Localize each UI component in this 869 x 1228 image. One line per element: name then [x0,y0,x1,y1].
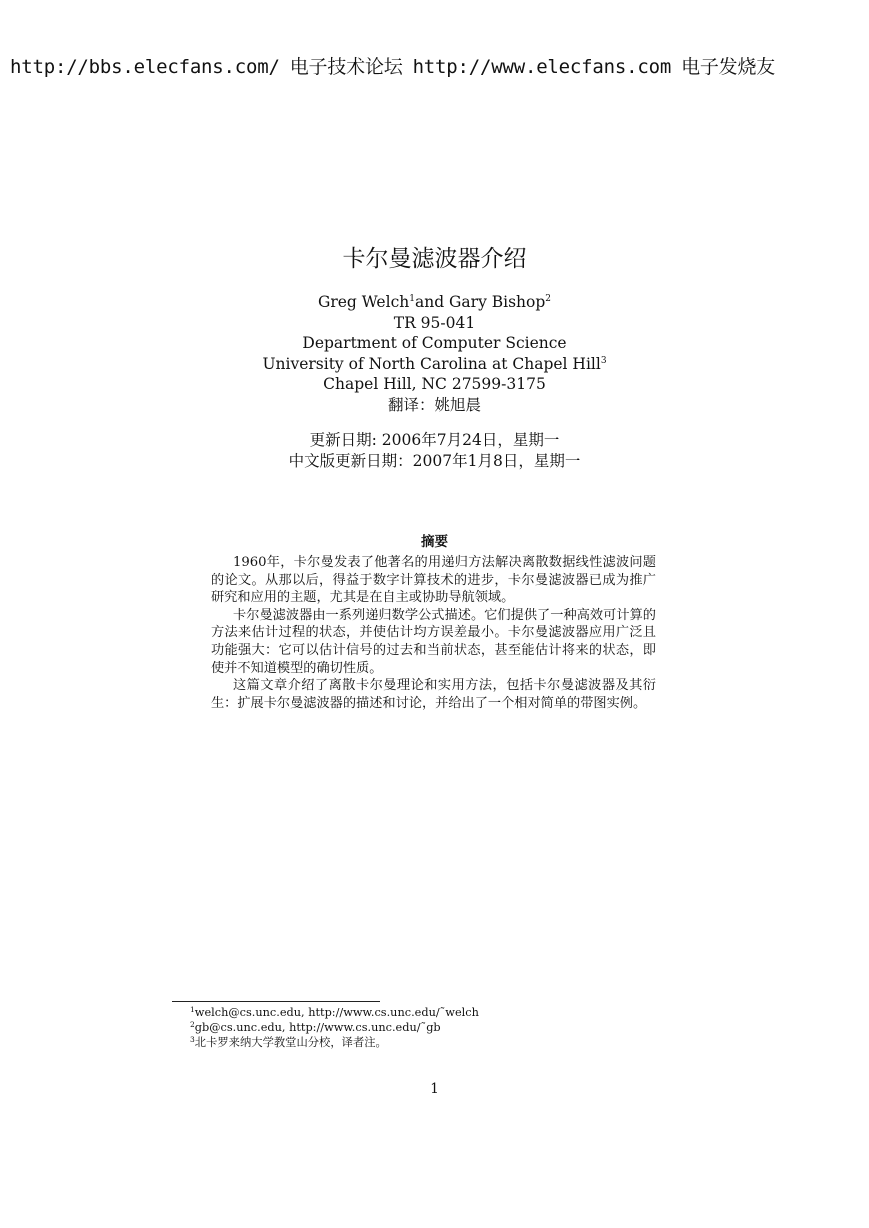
site-header [10,52,860,79]
university: University of North Carolina at Chapel Hill [262,354,601,373]
author-welch: Greg Welch [317,293,410,311]
author-bishop: and Gary Bishop [414,293,546,311]
author-block [0,292,869,415]
footnote-mark: 2 [190,1020,195,1029]
site-name: 电子发烧友 [681,56,776,78]
translator: 翻译：姚旭晨 [387,395,481,414]
footnote [190,1035,479,1050]
footnote-mark: 3 [190,1035,195,1044]
footnote-mark-1: 1 [409,294,415,304]
update-date: 更新日期: 2006年7月24日，星期一 [309,431,560,449]
author-line [0,292,869,313]
footnotes [190,1005,479,1050]
footnote-mark: 1 [190,1005,195,1014]
footnote [190,1020,479,1035]
footnote-divider [172,1001,380,1002]
address: Chapel Hill, NC 27599-3175 [323,375,546,393]
footnote-mark-2: 2 [545,294,552,304]
site-url-link[interactable]: http://www.elecfans.com [412,56,672,78]
cn-update-date: 中文版更新日期：2007年1月8日，星期一 [288,451,581,470]
abstract-body [211,554,656,712]
abstract-paragraph: 卡尔曼滤波器由一系列递归数学公式描述。它们提供了一种高效可计算的方法来估计过程的状态，并使估计均方误差最小。卡尔曼滤波器应用广泛且功能强大：它可以估计信号的过去和当前状态，甚至能估计将来的状态，即使并不知道模型的确切性质。 [211,607,656,676]
abstract-paragraph: 这篇文章介绍了离散卡尔曼理论和实用方法，包括卡尔曼滤波器及其衍生：扩展卡尔曼滤波器的描述和讨论，并给出了一个相对简单的带图实例。 [211,678,656,711]
footnote-text: 北卡罗来纳大学教堂山分校，译者注。 [194,1036,387,1049]
forum-url-link[interactable]: http://bbs.elecfans.com/ [10,56,280,78]
university-line [0,354,869,375]
report-number: TR 95-041 [393,313,476,332]
date-block [0,430,869,471]
footnote-text: gb@cs.unc.edu, http://www.cs.unc.edu/˜gb [194,1021,441,1034]
abstract-paragraph: 1960年，卡尔曼发表了他著名的用递归方法解决离散数据线性滤波问题的论文。从那以后，得益于数字计算技术的进步，卡尔曼滤波器已成为推广研究和应用的主题，尤其是在自主或协助导航领域。 [211,555,656,606]
forum-name: 电子技术论坛 [289,56,403,78]
paper-title: 卡尔曼滤波器介绍 [342,246,527,272]
department: Department of Computer Science [302,334,567,352]
footnote [190,1005,479,1020]
footnote-mark-3: 3 [600,355,607,366]
footnote-text: welch@cs.unc.edu, http://www.cs.unc.edu/˜welch [194,1006,479,1019]
page-number: 1 [430,1081,439,1097]
abstract-heading: 摘要 [421,534,448,550]
